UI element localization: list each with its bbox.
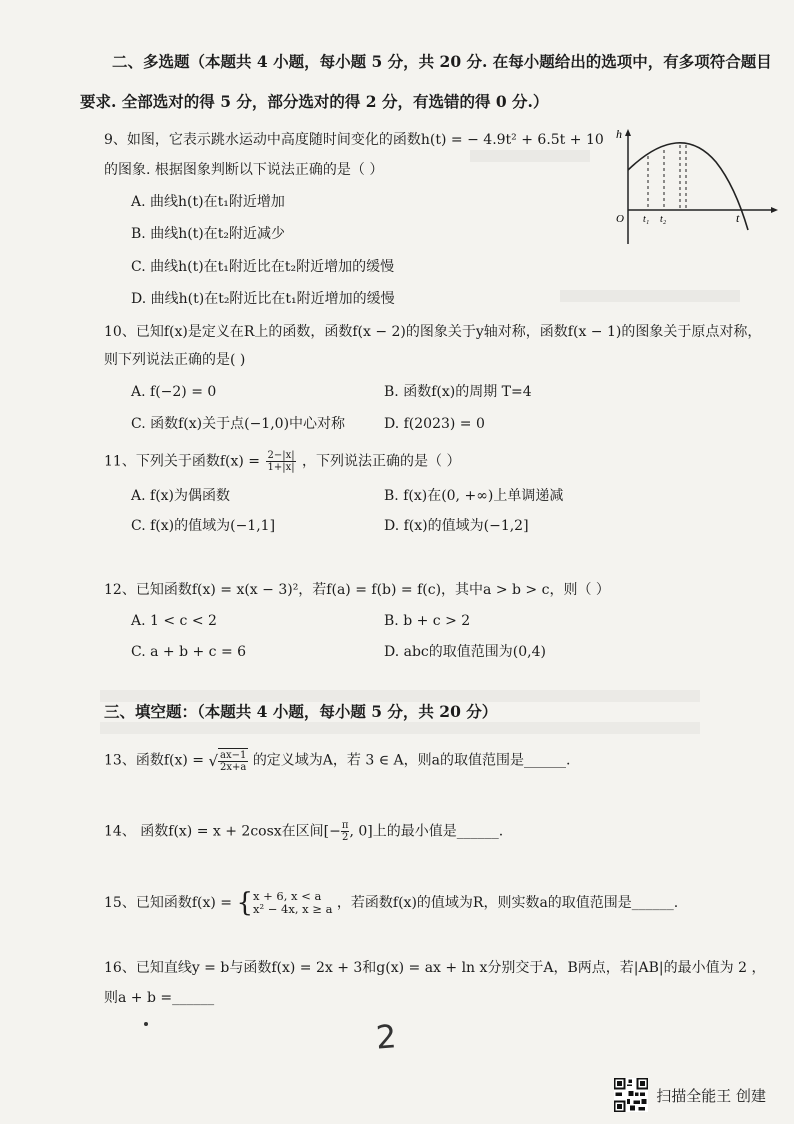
q9-stem-cont: 的图象. 根据图象判断以下说法正确的是（ ） (104, 162, 384, 178)
q9-option-a: A. 曲线h(t)在t₁附近增加 (131, 194, 285, 210)
q14-post: , 0]上的最小值是______. (349, 823, 504, 840)
q12-option-c: C. a + b + c = 6 (131, 644, 247, 660)
q11-frac-num: 2−|x| (267, 450, 295, 461)
q16-stem-cont: 则a + b =______ (104, 990, 215, 1006)
bleed-through-mark (470, 150, 590, 162)
q10-option-d: D. f(2023) = 0 (384, 416, 485, 432)
q11-stem-pre: 11、下列关于函数f(x) = (104, 453, 260, 470)
q11-fraction (266, 450, 295, 473)
q14-pre: 14、 函数f(x) = x + 2cosx在区间[− (104, 823, 341, 840)
q14-stem (104, 820, 503, 843)
q14-frac-den: 2 (341, 832, 349, 843)
q15-pre: 15、已知函数f(x) = (104, 895, 232, 911)
q13-post: 的定义域为A，若 3 ∈ A，则a的取值范围是______. (252, 752, 571, 769)
q11-stem (104, 450, 460, 473)
q12-option-d: D. abc的取值范围为(0,4) (384, 644, 546, 660)
q9-stem: 9、如图，它表示跳水运动中高度随时间变化的函数h(t) = − 4.9t² + 6.5t + 10 (104, 132, 604, 148)
q10-stem-cont: 则下列说法正确的是( ) (104, 352, 246, 368)
q9-option-b: B. 曲线h(t)在t₂附近减少 (131, 226, 285, 242)
q16-stem: 16、已知直线y = b与函数f(x) = 2x + 3和g(x) = ax + ln x分别交于A，B两点，若|AB|的最小值为 2 ， (104, 960, 766, 976)
qr-code-icon (614, 1078, 648, 1112)
q15-stem (104, 890, 678, 916)
q12-option-b: B. b + c > 2 (384, 613, 471, 629)
q13-frac-num: ax−1 (220, 750, 247, 761)
q13-stem (104, 748, 570, 773)
pen-dot (144, 1022, 148, 1026)
section-2-title: 二、多选题（本题共 4 小题，每小题 5 分，共 20 分. 在每小题给出的选项中，有多项符合题目 (112, 52, 772, 71)
q13-fraction (218, 748, 248, 773)
q11-stem-post: ，下列说法正确的是（ ） (302, 453, 461, 470)
q10-option-c: C. 函数f(x)关于点(−1,0)中心对称 (131, 416, 346, 432)
graph-origin: O (616, 213, 624, 225)
q12-stem: 12、已知函数f(x) = x(x − 3)²，若f(a) = f(b) = f(c)，其中a > b > c，则（ ） (104, 582, 610, 598)
q9-height-time-graph (610, 126, 780, 250)
graph-t2: t₂ (660, 214, 667, 225)
handwritten-number: 2 (374, 1017, 398, 1057)
q12-option-a: A. 1 < c < 2 (131, 613, 217, 629)
q10-stem: 10、已知f(x)是定义在R上的函数，函数f(x − 2)的图象关于y轴对称，函数f(x − 1)的图象关于原点对称， (104, 324, 762, 340)
bleed-through-mark (100, 690, 700, 702)
q9-option-c: C. 曲线h(t)在t₁附近比在t₂附近增加的缓慢 (131, 259, 395, 275)
graph-axis-t: t (736, 211, 740, 225)
q11-option-a: A. f(x)为偶函数 (131, 488, 231, 504)
graph-t1: t₁ (643, 214, 650, 225)
q15-cases (253, 890, 332, 916)
q15-case-1: x + 6, x < a (253, 889, 322, 903)
q15-case-2: x² − 4x, x ≥ a (253, 902, 333, 916)
q10-option-a: A. f(−2) = 0 (131, 384, 217, 400)
section-2-title-cont: 要求. 全部选对的得 5 分，部分选对的得 2 分，有选错的得 0 分.） (80, 92, 549, 111)
q9-option-d: D. 曲线h(t)在t₂附近比在t₁附近增加的缓慢 (131, 291, 395, 307)
graph-axis-h: h (616, 127, 622, 141)
q11-option-b: B. f(x)在(0, +∞)上单调递减 (384, 488, 564, 504)
bleed-through-mark (560, 290, 740, 302)
q13-frac-den: 2x+a (220, 762, 247, 773)
sqrt-sign-icon: √ (208, 751, 219, 770)
q11-option-d: D. f(x)的值域为(−1,2] (384, 518, 529, 534)
q13-pre: 13、函数f(x) = (104, 752, 204, 769)
bleed-through-mark (100, 722, 700, 734)
q10-option-b: B. 函数f(x)的周期 T=4 (384, 384, 532, 400)
q11-option-c: C. f(x)的值域为(−1,1] (131, 518, 276, 534)
scanner-watermark (614, 1078, 766, 1112)
q11-frac-den: 1+|x| (267, 462, 295, 473)
q14-frac-num: π (341, 820, 349, 831)
section-3-title: 三、填空题：（本题共 4 小题，每小题 5 分，共 20 分） (104, 702, 498, 721)
watermark-text: 扫描全能王 创建 (656, 1086, 766, 1105)
q15-post: ，若函数f(x)的值域为R，则实数a的取值范围是______. (336, 895, 679, 911)
brace-icon: { (236, 888, 253, 918)
